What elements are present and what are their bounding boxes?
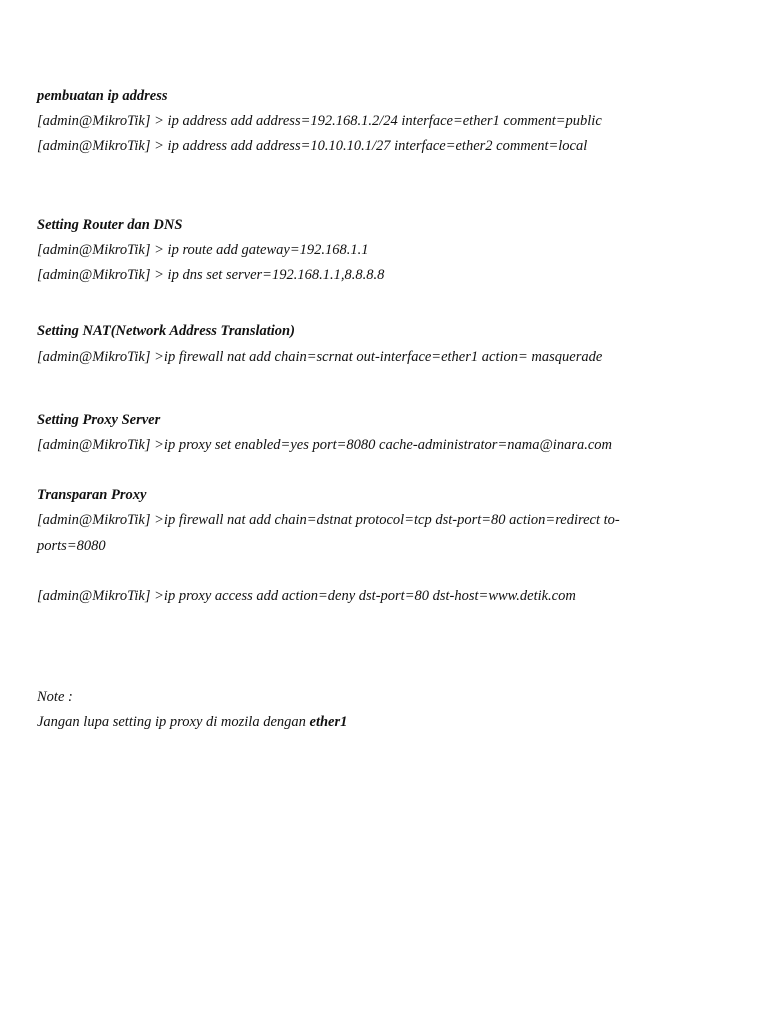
transparent-proxy-heading: Transparan Proxy — [37, 487, 147, 503]
note-body: Jangan lupa setting ip proxy di mozila dengan — [37, 714, 310, 730]
proxy-access-command: [admin@MikroTik] >ip proxy access add action=deny dst-port=80 dst-host=www.detik.com — [37, 588, 576, 604]
route-command: [admin@MikroTik] > ip route add gateway=192.168.1.1 — [37, 242, 369, 258]
nat-heading: Setting NAT(Network Address Translation) — [37, 323, 295, 339]
nat-command: [admin@MikroTik] >ip firewall nat add chain=scrnat out-interface=ether1 action= masquerade — [37, 349, 603, 365]
router-dns-heading: Setting Router dan DNS — [37, 217, 183, 233]
note-text — [37, 713, 347, 731]
dns-command: [admin@MikroTik] > ip dns set server=192.168.1.1,8.8.8.8 — [37, 267, 385, 283]
ip-address-command-1: [admin@MikroTik] > ip address add address=192.168.1.2/24 interface=ether1 comment=public — [37, 113, 602, 129]
note-emphasis: ether1 — [309, 714, 348, 730]
redirect-command-line-1: [admin@MikroTik] >ip firewall nat add chain=dstnat protocol=tcp dst-port=80 action=redirect to- — [37, 512, 620, 528]
note-label: Note : — [37, 689, 73, 705]
redirect-command-line-2: ports=8080 — [37, 538, 106, 554]
proxy-heading: Setting Proxy Server — [37, 412, 161, 428]
ip-address-command-2: [admin@MikroTik] > ip address add address=10.10.10.1/27 interface=ether2 comment=local — [37, 138, 588, 154]
ip-address-heading: pembuatan ip address — [37, 88, 168, 104]
proxy-command: [admin@MikroTik] >ip proxy set enabled=yes port=8080 cache-administrator=nama@inara.com — [37, 437, 613, 453]
